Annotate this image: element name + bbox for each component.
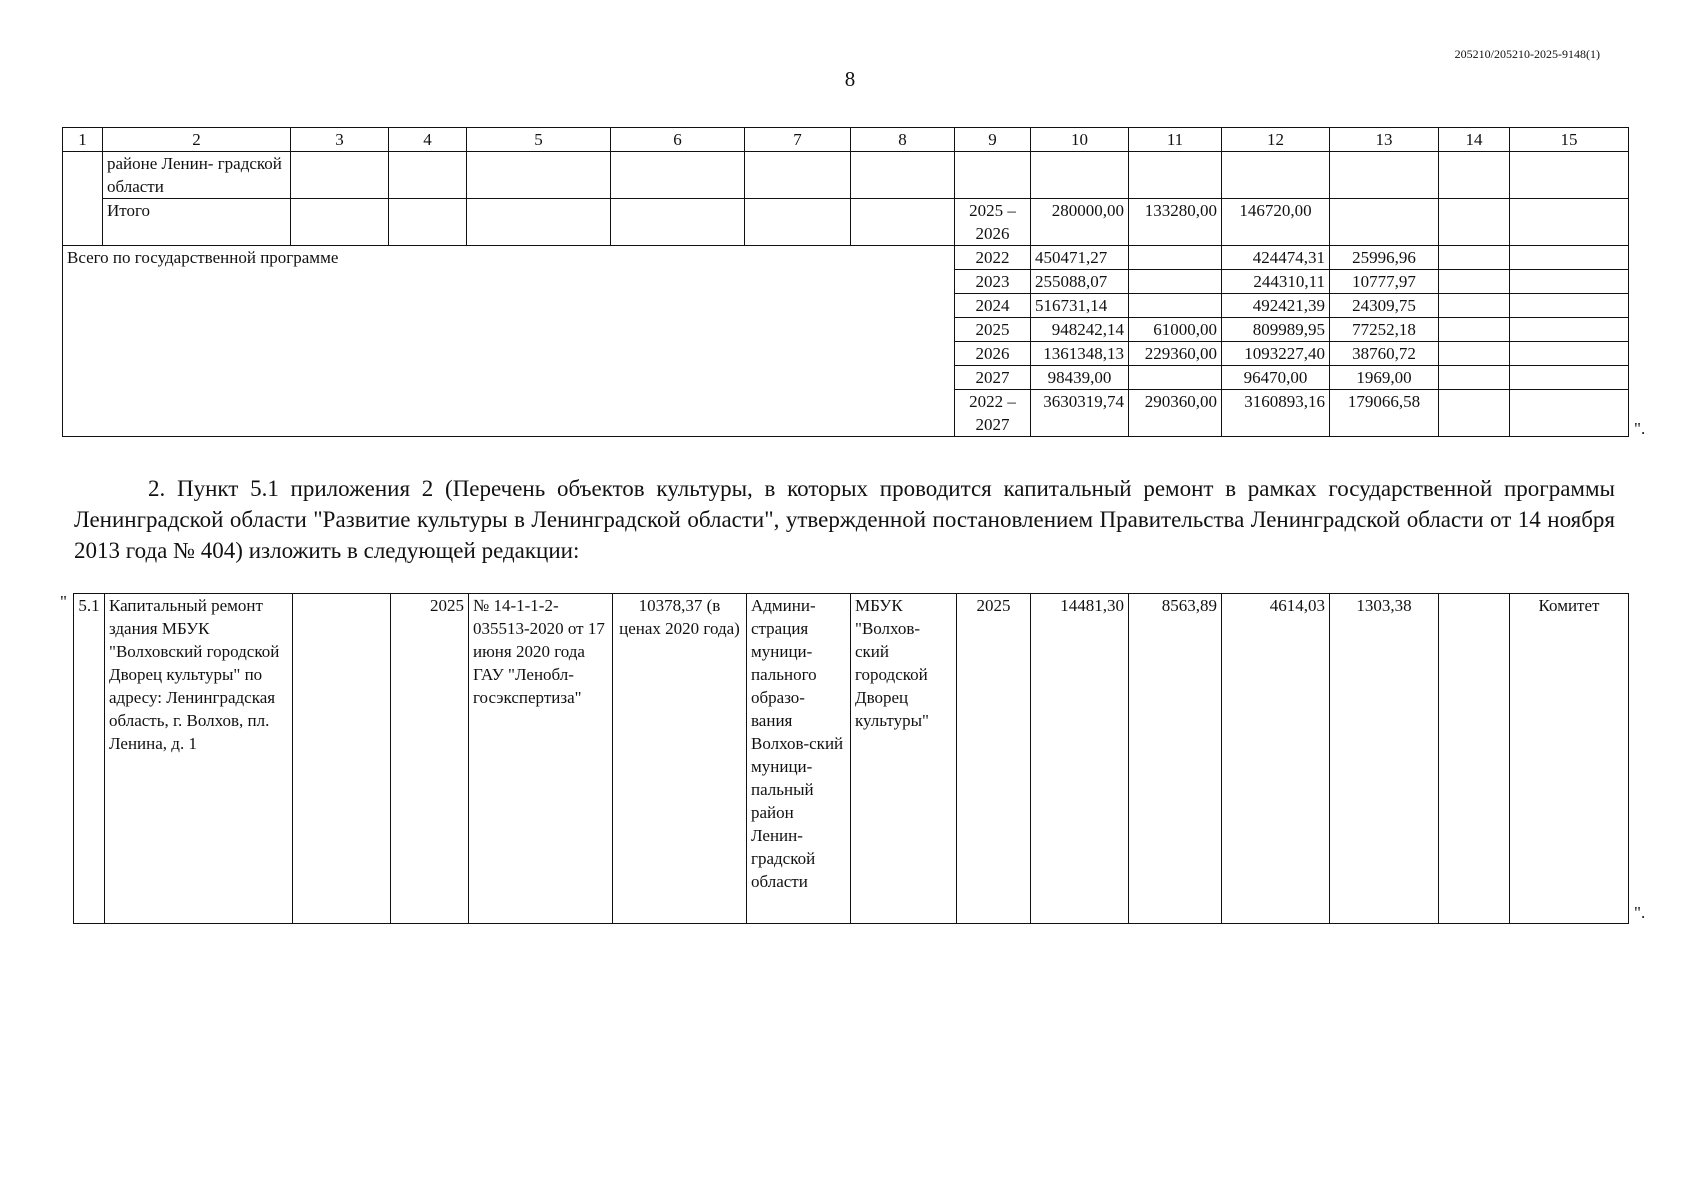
cell-year: 2022 bbox=[955, 246, 1031, 270]
cell bbox=[1439, 152, 1510, 199]
culture-objects-table bbox=[73, 593, 1629, 924]
cell-amount: 290360,00 bbox=[1129, 390, 1222, 437]
cell-amount: 133280,00 bbox=[1129, 199, 1222, 246]
cell-amount: 492421,39 bbox=[1222, 294, 1330, 318]
cell-amount: 809989,95 bbox=[1222, 318, 1330, 342]
cell bbox=[1510, 270, 1629, 294]
cell-amount: 255088,07 bbox=[1031, 270, 1129, 294]
table-row-total bbox=[63, 246, 1629, 270]
cell bbox=[1439, 318, 1510, 342]
cell-amount: 14481,30 bbox=[1031, 594, 1129, 924]
cell bbox=[1439, 270, 1510, 294]
cell bbox=[1439, 294, 1510, 318]
cell-year: 2025 bbox=[391, 594, 469, 924]
cell bbox=[1031, 152, 1129, 199]
table-row-itogo bbox=[63, 199, 1629, 246]
cell bbox=[1439, 390, 1510, 437]
cell bbox=[1510, 294, 1629, 318]
cell-period: 2022 – 2027 bbox=[955, 390, 1031, 437]
cell bbox=[1510, 342, 1629, 366]
cell bbox=[1439, 246, 1510, 270]
cell-amount: 24309,75 bbox=[1330, 294, 1439, 318]
cell-cost: 10378,37 (в ценах 2020 года) bbox=[613, 594, 747, 924]
column-header: 12 bbox=[1222, 128, 1330, 152]
table-row bbox=[74, 594, 1629, 924]
cell-amount: 516731,14 bbox=[1031, 294, 1129, 318]
page-number: 8 bbox=[844, 67, 856, 91]
cell-year: 2025 bbox=[957, 594, 1031, 924]
cell-amount: 1303,38 bbox=[1330, 594, 1439, 924]
cell-year: 2024 bbox=[955, 294, 1031, 318]
column-header: 6 bbox=[611, 128, 745, 152]
cell-amount: 10777,97 bbox=[1330, 270, 1439, 294]
closing-quote: ". bbox=[1634, 419, 1646, 438]
cell bbox=[1330, 199, 1439, 246]
cell-amount bbox=[1129, 246, 1222, 270]
table-row bbox=[63, 152, 1629, 199]
cell-itogo-label: Итого bbox=[103, 199, 291, 246]
cell-expertise: № 14-1-1-2-035513-2020 от 17 июня 2020 года ГАУ "Ленобл-госэкспертиза" bbox=[469, 594, 613, 924]
cell bbox=[291, 152, 389, 199]
cell-period: 2025 – 2026 bbox=[955, 199, 1031, 246]
cell-amount: 4614,03 bbox=[1222, 594, 1330, 924]
cell bbox=[955, 152, 1031, 199]
column-header: 8 bbox=[851, 128, 955, 152]
cell bbox=[467, 152, 611, 199]
cell-amount: 3630319,74 bbox=[1031, 390, 1129, 437]
closing-quote: ". bbox=[1634, 903, 1646, 922]
cell bbox=[611, 152, 745, 199]
cell-amount: 244310,11 bbox=[1222, 270, 1330, 294]
cell bbox=[1439, 366, 1510, 390]
cell-amount: 96470,00 bbox=[1222, 366, 1330, 390]
cell bbox=[291, 199, 389, 246]
cell bbox=[851, 199, 955, 246]
cell-year: 2026 bbox=[955, 342, 1031, 366]
cell-amount: 146720,00 bbox=[1222, 199, 1330, 246]
cell bbox=[611, 199, 745, 246]
cell bbox=[1510, 366, 1629, 390]
cell bbox=[1330, 152, 1439, 199]
cell bbox=[1439, 594, 1510, 924]
cell bbox=[1439, 199, 1510, 246]
cell-amount: 8563,89 bbox=[1129, 594, 1222, 924]
cell-year: 2023 bbox=[955, 270, 1031, 294]
cell-object-name: районе Ленин- градской области bbox=[103, 152, 291, 199]
column-header: 5 bbox=[467, 128, 611, 152]
cell-amount: 229360,00 bbox=[1129, 342, 1222, 366]
cell bbox=[1510, 390, 1629, 437]
cell-amount: 98439,00 bbox=[1031, 366, 1129, 390]
column-header: 7 bbox=[745, 128, 851, 152]
column-header: 2 bbox=[103, 128, 291, 152]
cell bbox=[293, 594, 391, 924]
column-header: 14 bbox=[1439, 128, 1510, 152]
column-header: 4 bbox=[389, 128, 467, 152]
cell bbox=[389, 199, 467, 246]
column-header: 3 bbox=[291, 128, 389, 152]
cell bbox=[1510, 318, 1629, 342]
cell-amount: 1969,00 bbox=[1330, 366, 1439, 390]
cell-amount: 61000,00 bbox=[1129, 318, 1222, 342]
document-id: 205210/205210-2025-9148(1) bbox=[1454, 47, 1600, 61]
cell-amount: 424474,31 bbox=[1222, 246, 1330, 270]
cell-object-name: Капитальный ремонт здания МБУК "Волховский городской Дворец культуры" по адресу: Ленинградская область, г. Волхов, пл. Ленина, д. 1 bbox=[105, 594, 293, 924]
cell bbox=[1510, 199, 1629, 246]
column-header: 11 bbox=[1129, 128, 1222, 152]
column-header: 1 bbox=[63, 128, 103, 152]
column-header: 10 bbox=[1031, 128, 1129, 152]
cell bbox=[745, 152, 851, 199]
cell-amount: 77252,18 bbox=[1330, 318, 1439, 342]
cell-responsible: Комитет bbox=[1510, 594, 1629, 924]
column-header: 9 bbox=[955, 128, 1031, 152]
cell-amount bbox=[1129, 294, 1222, 318]
cell-total-label: Всего по государственной программе bbox=[63, 246, 955, 437]
cell-amount: 1093227,40 bbox=[1222, 342, 1330, 366]
cell-item-number: 5.1 bbox=[74, 594, 105, 924]
header-row bbox=[63, 128, 1629, 152]
cell-amount: 948242,14 bbox=[1031, 318, 1129, 342]
cell-recipient: МБУК "Волхов-ский городской Дворец культуры" bbox=[851, 594, 957, 924]
amendment-paragraph: 2. Пункт 5.1 приложения 2 (Перечень объектов культуры, в которых проводится капитальный ремонт в рамках государственной программы Ленинградской области "Развитие культуры в Ленинградской области", утвержденной постановлением Правительства Ленинградской области от 14 ноября 2013 года № 404) изложить в следующей редакции: bbox=[74, 476, 1615, 563]
funding-table bbox=[62, 127, 1629, 437]
cell bbox=[63, 152, 103, 246]
cell bbox=[745, 199, 851, 246]
opening-quote: " bbox=[60, 592, 67, 611]
column-header: 13 bbox=[1330, 128, 1439, 152]
cell bbox=[1510, 152, 1629, 199]
cell-amount: 3160893,16 bbox=[1222, 390, 1330, 437]
cell bbox=[1129, 152, 1222, 199]
cell-amount bbox=[1129, 366, 1222, 390]
cell bbox=[1222, 152, 1330, 199]
cell-amount: 280000,00 bbox=[1031, 199, 1129, 246]
cell-amount: 179066,58 bbox=[1330, 390, 1439, 437]
cell bbox=[467, 199, 611, 246]
cell-amount: 1361348,13 bbox=[1031, 342, 1129, 366]
cell-year: 2025 bbox=[955, 318, 1031, 342]
column-header: 15 bbox=[1510, 128, 1629, 152]
cell bbox=[1439, 342, 1510, 366]
cell bbox=[1510, 246, 1629, 270]
cell bbox=[389, 152, 467, 199]
cell-year: 2027 bbox=[955, 366, 1031, 390]
cell bbox=[851, 152, 955, 199]
cell-amount bbox=[1129, 270, 1222, 294]
cell-amount: 25996,96 bbox=[1330, 246, 1439, 270]
cell-customer: Админи-страция муници-пального образо-вания Волхов-ский муници-пальный район Ленин-градской области bbox=[747, 594, 851, 924]
cell-amount: 450471,27 bbox=[1031, 246, 1129, 270]
cell-amount: 38760,72 bbox=[1330, 342, 1439, 366]
